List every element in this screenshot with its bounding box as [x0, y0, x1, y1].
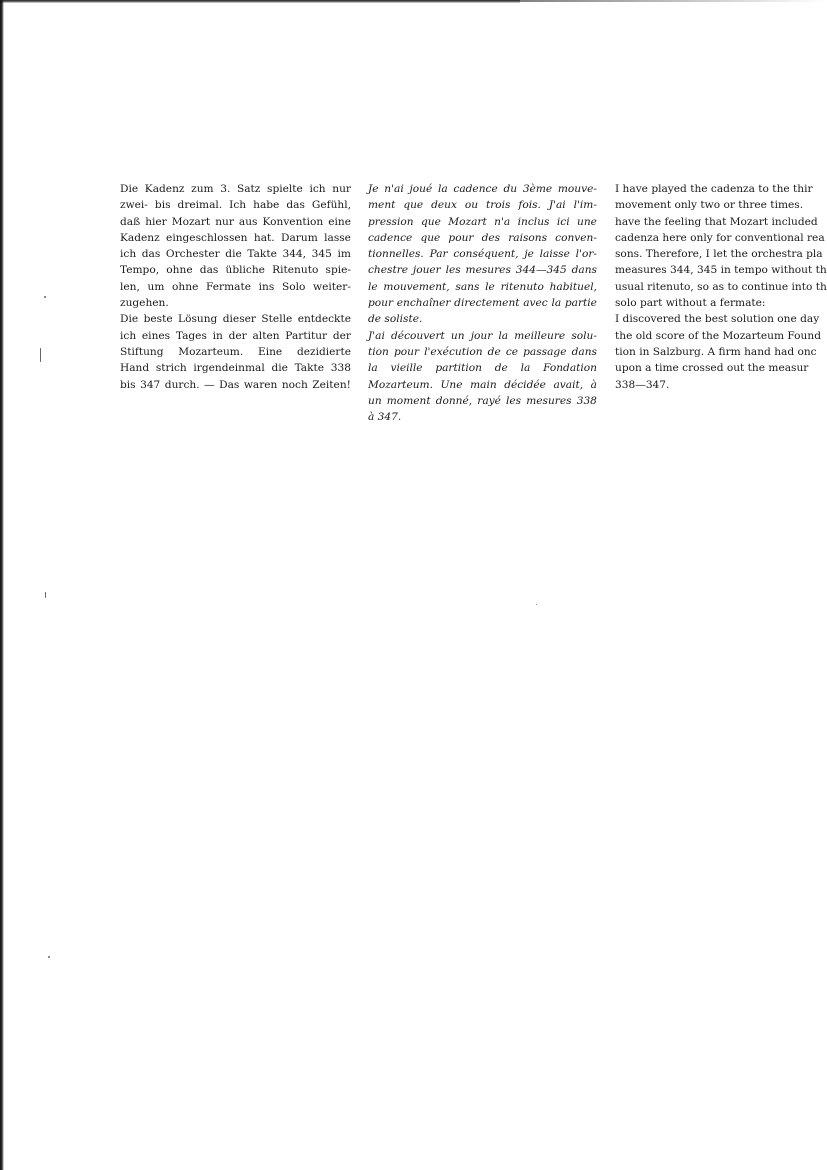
french-paragraph-1	[368, 181, 597, 328]
text-line: ich eines Tages in der alten Partitur der	[120, 329, 351, 342]
text-line: à 347.	[368, 411, 402, 424]
text-line: bis 347 durch. — Das waren noch Zeiten!	[120, 378, 351, 391]
text-line: Tempo, ohne das übliche Ritenuto spie-	[120, 264, 351, 277]
text-line: sons. Therefore, I let the orchestra pla	[615, 248, 823, 261]
german-column	[120, 181, 351, 393]
text-line: Hand strich irgendeinmal die Takte 338	[120, 362, 351, 375]
text-line: Kadenz eingeschlossen hat. Darum lasse	[120, 231, 351, 244]
text-line: Die beste Lösung dieser Stelle entdeckte	[120, 313, 351, 326]
text-line: len, um ohne Fermate ins Solo weiter-	[120, 280, 351, 293]
text-line: la vieille partition de la Fondation	[368, 362, 597, 375]
text-line: tion pour l'exécution de ce passage dans	[368, 345, 597, 358]
german-paragraph-1	[120, 181, 351, 311]
text-line: un moment donné, rayé les mesures 338	[368, 394, 597, 407]
text-line: 338—347.	[615, 378, 670, 391]
text-line: Je n'ai joué la cadence du 3ème mouve-	[368, 183, 597, 195]
french-column	[368, 181, 597, 425]
text-line: daß hier Mozart nur aus Konvention eine	[120, 215, 351, 228]
scan-speck	[536, 604, 537, 605]
text-line: measures 344, 345 in tempo without th	[615, 264, 827, 277]
text-line: cadence que pour des raisons conven-	[368, 231, 597, 244]
text-line: Stiftung Mozarteum. Eine dezidierte	[120, 345, 351, 358]
text-line: the old score of the Mozarteum Found	[615, 329, 821, 342]
german-paragraph-2	[120, 311, 351, 392]
scan-speck	[44, 296, 46, 298]
scan-edge-left	[0, 0, 4, 1170]
text-line: Die Kadenz zum 3. Satz spielte ich nur	[120, 183, 351, 195]
text-line: Mozarteum. Une main décidée avait, à	[368, 378, 597, 391]
text-line: upon a time crossed out the measur	[615, 362, 809, 375]
text-line: pression que Mozart n'a inclus ici une	[368, 215, 597, 228]
text-line: pour enchaîner directement avec la partie	[368, 297, 597, 310]
text-line: zugehen.	[120, 297, 169, 310]
text-line: J'ai découvert un jour la meilleure solu-	[368, 329, 597, 342]
text-line: cadenza here only for conventional rea	[615, 231, 825, 244]
french-paragraph-2	[368, 328, 597, 426]
scan-speck	[48, 956, 50, 958]
scan-speck	[40, 348, 41, 362]
english-paragraph-2	[615, 311, 827, 392]
text-line: I have played the cadenza to the thir	[615, 183, 813, 195]
text-line: zwei- bis dreimal. Ich habe das Gefühl,	[120, 199, 351, 212]
text-line: tion in Salzburg. A firm hand had onc	[615, 345, 817, 358]
text-line: de soliste.	[368, 313, 423, 326]
text-line: ment que deux ou trois fois. J'ai l'im-	[368, 199, 597, 212]
text-line: have the feeling that Mozart included	[615, 215, 818, 228]
text-line: tionnelles. Par conséquent, je laisse l'or-	[368, 248, 597, 261]
text-line: I discovered the best solution one day	[615, 313, 820, 326]
text-line: le mouvement, sans le ritenuto habituel,	[368, 280, 597, 293]
text-line: movement only two or three times.	[615, 199, 804, 212]
text-line: usual ritenuto, so as to continue into th	[615, 280, 827, 293]
scan-edge-top	[0, 0, 520, 3]
english-column	[615, 181, 827, 393]
scan-speck	[45, 592, 46, 598]
scan-edge-top-fade	[520, 0, 827, 2]
text-line: ich das Orchester die Takte 344, 345 im	[120, 248, 351, 261]
english-paragraph-1	[615, 181, 827, 311]
text-line: chestre jouer les mesures 344—345 dans	[368, 264, 597, 277]
text-line: solo part without a fermate:	[615, 297, 766, 310]
